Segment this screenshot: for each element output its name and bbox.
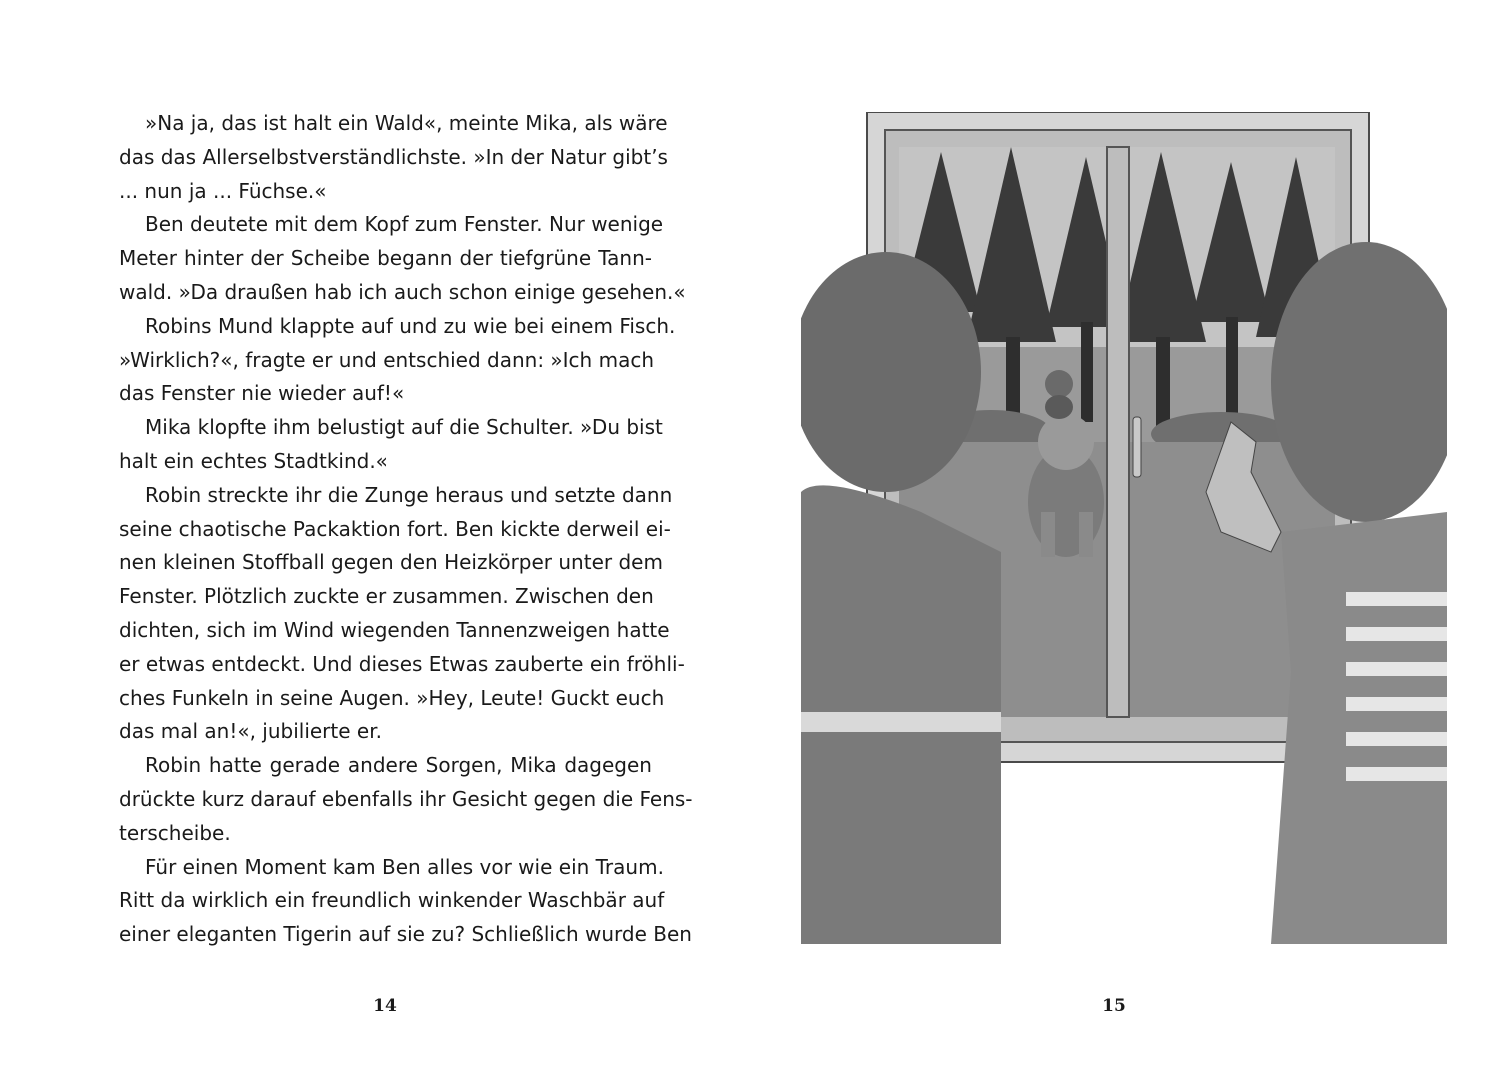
text-line: Für einen Moment kam Ben alles vor wie ein Traum. (145, 854, 664, 879)
text-line: seine chaotische Packaktion fort. Ben kickte derweil ei- (119, 516, 671, 541)
page-number: 15 (1102, 996, 1126, 1016)
text-line: Robins Mund klappte auf und zu wie bei einem Fisch. (145, 313, 676, 338)
text-line: terscheibe. (119, 820, 231, 845)
text-line: ... nun ja ... Füchse.« (119, 178, 327, 203)
text-line: das Fenster nie wieder auf!« (119, 381, 405, 406)
text-line: Mika klopfte ihm belustigt auf die Schulter. »Du bist (145, 415, 663, 440)
text-line: Fenster. Plötzlich zuckte er zusammen. Zwischen den (119, 584, 654, 609)
text-line: »Na ja, das ist halt ein Wald«, meinte Mika, als wäre (145, 111, 668, 135)
text-line: halt ein echtes Stadtkind.« (119, 448, 388, 473)
tiger-figure (1028, 414, 1104, 557)
text-line: Meter hinter der Scheibe begann der tiefgrüne Tann- (119, 246, 652, 271)
text-line: nen kleinen Stoffball gegen den Heizkörper unter dem (119, 550, 663, 575)
text-line: Robin hatte gerade andere Sorgen, Mika dagegen (145, 753, 652, 778)
text-line: einer eleganten Tigerin auf sie zu? Schließlich wurde Ben (119, 922, 692, 947)
text-line: wald. »Da draußen hab ich auch schon einige gesehen.« (119, 279, 686, 304)
text-line: drückte kurz darauf ebenfalls ihr Gesicht gegen die Fens- (119, 786, 693, 811)
illustration-children-at-window (801, 112, 1447, 944)
text-line: Ben deutete mit dem Kopf zum Fenster. Nur wenige (145, 212, 664, 237)
text-line: das mal an!«, jubilierte er. (119, 719, 382, 744)
text-line: er etwas entdeckt. Und dieses Etwas zauberte ein fröhli- (119, 651, 685, 676)
boy-figure (801, 252, 1001, 944)
body-text (119, 107, 693, 952)
text-line: das das Allerselbstverständlichste. »In der Natur gibt’s (119, 144, 668, 169)
text-line: dichten, sich im Wind wiegenden Tannenzweigen hatte (119, 617, 670, 642)
right-page (750, 0, 1500, 1087)
text-line: »Wirklich?«, fragte er und entschied dann: »Ich mach (119, 347, 654, 372)
text-line: Ritt da wirklich ein freundlich winkender Waschbär auf (119, 888, 665, 913)
text-line: ches Funkeln in seine Augen. »Hey, Leute! Guckt euch (119, 685, 665, 710)
page-number: 14 (373, 996, 397, 1016)
text-line: Robin streckte ihr die Zunge heraus und setzte dann (145, 482, 673, 507)
